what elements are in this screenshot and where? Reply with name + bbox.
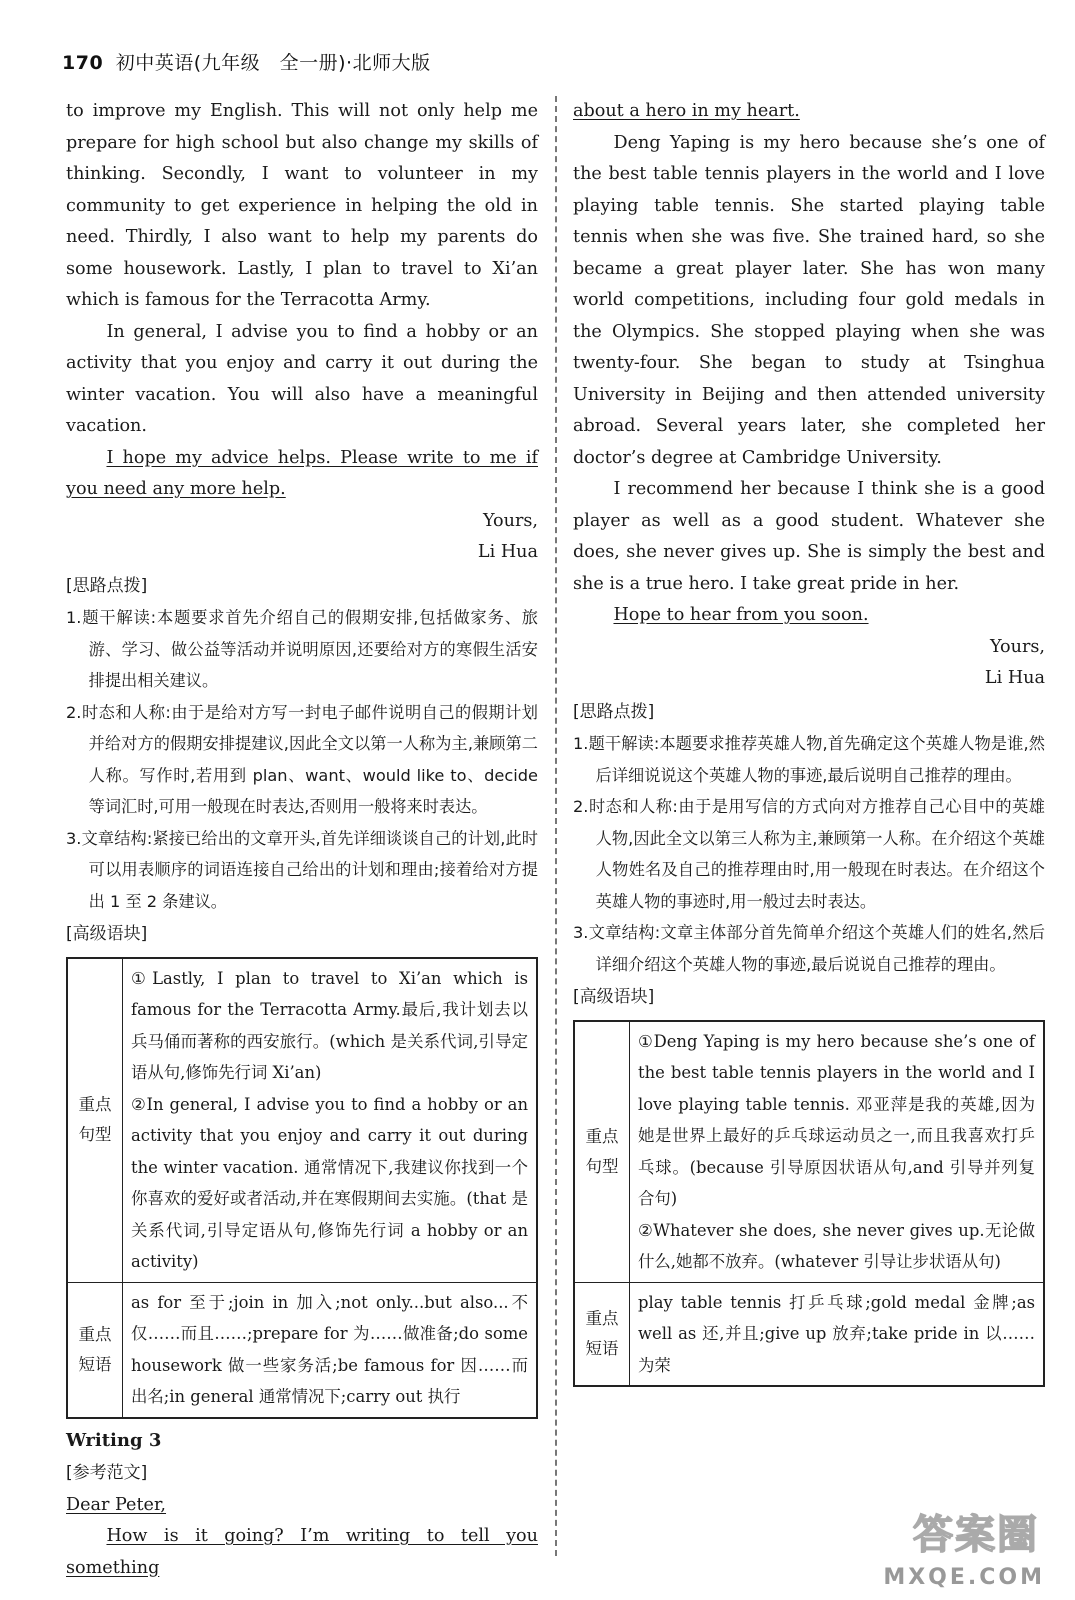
section-title: Writing 3 xyxy=(66,1429,162,1451)
signature-name: Li Hua xyxy=(984,668,1045,688)
blocks-heading: [高级语块] xyxy=(66,924,148,944)
tips-heading: [思路点拨] xyxy=(573,701,655,722)
key-sentences-cell xyxy=(123,958,538,1283)
tip-item: 1.题干解读:本题要求推荐英雄人物,首先确定这个英雄人物是谁,然后详细说说这个英雄人物的事迹,最后说明自己推荐的理由。 xyxy=(573,734,1045,785)
tip-item: 2.时态和人称:由于是给对方写一封电子邮件说明自己的假期计划并给对方的假期安排提建议,因此全文以第一人称为主,兼顾第二人称。写作时,若用到 plan、want、would like to、decide 等词汇时,可用一般现在时表达,否则用一般将来时表达。 xyxy=(66,702,538,816)
watermark-big-text: 答案圈 xyxy=(913,1512,1039,1558)
sign-off: Yours, xyxy=(482,510,538,531)
key-phrases-cell xyxy=(630,1282,1045,1386)
page-number: 170 xyxy=(62,52,104,74)
row-label: 重点 短语 xyxy=(574,1282,630,1386)
letter-opening: How is it going? I’m writing to tell you something xyxy=(66,1526,538,1578)
left-column xyxy=(66,96,538,1584)
row-label: 重点 句型 xyxy=(67,958,123,1283)
book-title: 初中英语(九年级 全一册)·北师大版 xyxy=(115,52,431,74)
key-sentences-cell xyxy=(630,1021,1045,1283)
letter-paragraph: Deng Yaping is my hero because she’s one of the best table tennis players in the world and I love playing table tennis. She started playing table tennis when she was five. She trained hard, so she became a great player later. She has won many world competitions, including four gold medals in the Olympics. She stopped playing when she was twenty-four. She began to study at Tsinghua University in Beijing and then attended university abroad. Several years later, she completed her doctor’s degree at Cambridge University. xyxy=(573,132,1045,468)
key-phrases: as for 至于;join in 加入;not only...but also...不仅……而且……;prepare for 为……做准备;do some housework 做一些家务活;be famous for 因……而出名;in general 通常情况下;carry out 执行 xyxy=(131,1292,528,1406)
tip-item: 1.题干解读:本题要求首先介绍自己的假期安排,包括做家务、旅游、学习、做公益等活动并说明原因,还要给对方的寒假生活安排提出相关建议。 xyxy=(66,608,538,690)
blocks-heading: [高级语块] xyxy=(573,987,655,1007)
letter-closing: I hope my advice helps. Please write to me if you need any more help. xyxy=(66,447,538,499)
table-row xyxy=(574,1282,1044,1386)
key-phrases: play table tennis 打乒乓球;gold medal 金牌;as well as 还,并且;give up 放弃;take pride in 以……为荣 xyxy=(638,1292,1035,1375)
letter-paragraph: In general, I advise you to find a hobby or an activity that you enjoy and carry it out during the winter vacation. You will also have a meaningful vacation. xyxy=(66,321,538,436)
table-row xyxy=(67,958,537,1283)
signature-name: Li Hua xyxy=(477,542,538,562)
key-sentence: ②In general, I advise you to find a hobby or an activity that you enjoy and carry it out during the winter vacation. 通常情况下,我建议你找到一个你喜欢的爱好或者活动,并在寒假期间去实施。(that 是关系代词,引导定语从句,修饰先行词 a hobby or an activity) xyxy=(131,1094,528,1271)
table-row xyxy=(67,1282,537,1418)
greeting: Dear Peter, xyxy=(66,1494,167,1515)
tips-heading: [思路点拨] xyxy=(66,575,148,596)
key-sentence: ①Deng Yaping is my hero because she’s one of the best table tennis players in the world and I love playing table tennis. 邓亚萍是我的英雄,因为她是世界上最好的乒乓球运动员之一,而且我喜欢打乒乓球。(because 引导原因状语从句,and 引导并列复合句) xyxy=(638,1031,1035,1208)
key-sentence: ②Whatever she does, she never gives up.无论做什么,她都不放弃。(whatever 引导让步状语从句) xyxy=(638,1220,1035,1271)
row-label: 重点 短语 xyxy=(67,1282,123,1418)
row-label: 重点 句型 xyxy=(574,1021,630,1283)
table-row xyxy=(574,1021,1044,1283)
page-header xyxy=(62,48,431,75)
letter-paragraph: I recommend her because I think she is a good player as well as a good student. Whatever she does, she never gives up. She is simply the best and she is a true hero. I take great pride in her. xyxy=(573,479,1045,594)
tip-item: 3.文章结构:文章主体部分首先简单介绍这个英雄人们的姓名,然后详细介绍这个英雄人物的事迹,最后说说自己推荐的理由。 xyxy=(573,923,1045,974)
right-column xyxy=(573,96,1045,1391)
sign-off: Yours, xyxy=(989,636,1045,657)
key-expressions-table xyxy=(573,1020,1045,1388)
letter-closing: Hope to hear from you soon. xyxy=(613,605,869,625)
letter-paragraph: to improve my English. This will not only help me prepare for high school but also change my skills of thinking. Secondly, I want to volunteer in my community to get experience in helping the old in need. Thirdly, I also want to help my parents do some housework. Lastly, I plan to travel to Xi’an which is famous for the Terracotta Army. xyxy=(66,101,538,310)
tip-item: 3.文章结构:紧接已给出的文章开头,首先详细谈谈自己的计划,此时可以用表顺序的词语连接自己给出的计划和理由;接着给对方提出 1 至 2 条建议。 xyxy=(66,828,538,911)
column-divider xyxy=(555,96,557,1556)
sample-heading: [参考范文] xyxy=(66,1463,148,1483)
watermark-url: MXQE.COM xyxy=(883,1565,1045,1590)
key-sentence: ①Lastly, I plan to travel to Xi’an which is famous for the Terracotta Army.最后,我计划去以兵马俑而著称的西安旅行。(which 是关系代词,引导定语从句,修饰先行词 Xi’an) xyxy=(131,968,528,1082)
letter-opening-cont: about a hero in my heart. xyxy=(573,101,800,121)
tip-item: 2.时态和人称:由于是用写信的方式向对方推荐自己心目中的英雄人物,因此全文以第三人称为主,兼顾第一人称。在介绍这个英雄人物姓名及自己的推荐理由时,用一般现在时表达。在介绍这个英雄人物的事迹时,用一般过去时表达。 xyxy=(573,797,1045,911)
key-expressions-table xyxy=(66,957,538,1419)
key-phrases-cell xyxy=(123,1282,538,1418)
